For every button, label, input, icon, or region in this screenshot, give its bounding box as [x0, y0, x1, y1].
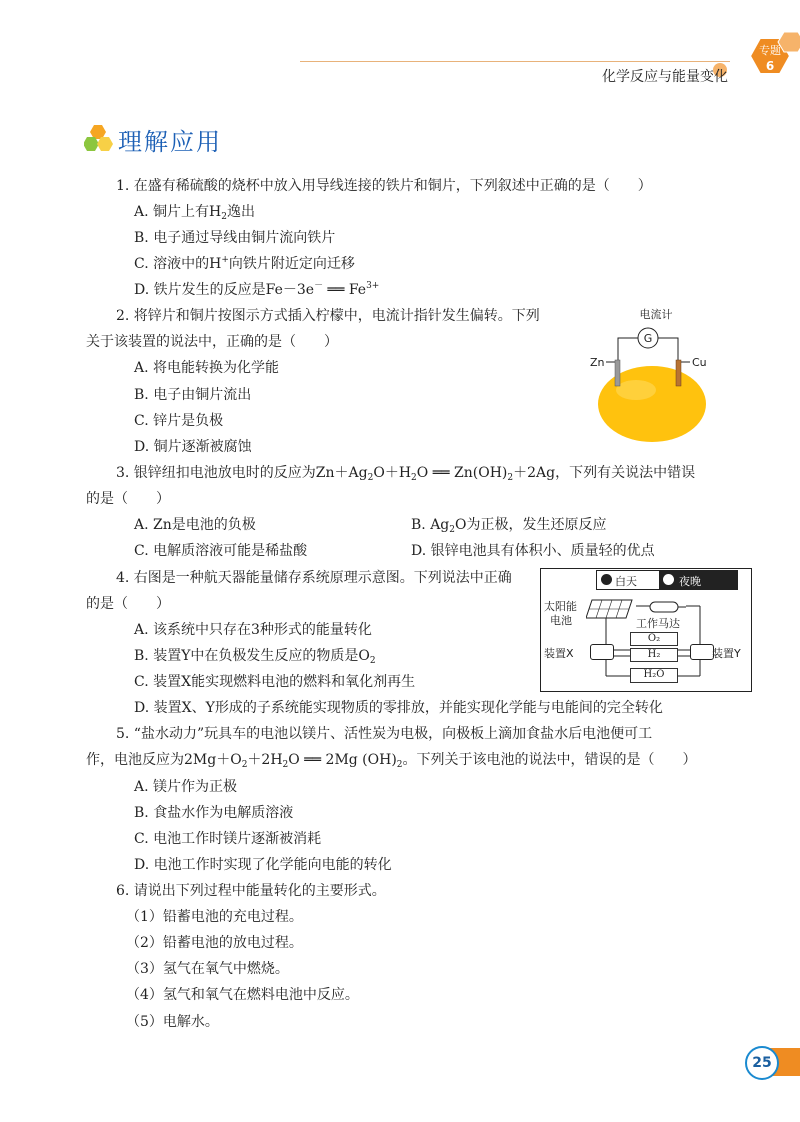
q4-stem-line1: 4. 右图是一种航天器能量储存系统原理示意图。下列说法中正确 — [116, 570, 512, 586]
q6-item: （5）电解水。 — [126, 1014, 219, 1030]
q6-item: （1）铅蓄电池的充电过程。 — [126, 909, 303, 925]
q2-option-d: D. 铜片逐渐被腐蚀 — [134, 439, 252, 455]
solar-label-1: 太阳能 — [544, 600, 577, 613]
q6-item: （3）氢气在氧气中燃烧。 — [126, 961, 289, 977]
meter-label: 电流计 — [639, 308, 673, 321]
q5-option-c: C. 电池工作时镁片逐渐被消耗 — [134, 831, 322, 847]
section-title: 理解应用 — [118, 128, 222, 156]
page-number: 25 — [745, 1046, 779, 1080]
q1-option-a: A. 铜片上有$H_2$逸出 — [134, 204, 255, 222]
day-label: 白天 — [615, 575, 637, 588]
o2-tank: O₂ — [630, 632, 678, 646]
q4-option-c: C. 装置X能实现燃料电池的燃料和氧化剂再生 — [134, 674, 416, 690]
motor-label: 工作马达 — [636, 617, 680, 630]
q3-stem-line2: 的是（ ） — [86, 491, 170, 507]
q1-option-d: D. 铁片发生的反应是Fe－3e－ ══ $Fe^{3+}$ — [134, 281, 380, 298]
header-badge-text1: 专题 — [759, 44, 781, 57]
q5-option-b: B. 食盐水作为电解质溶液 — [134, 805, 294, 821]
q3-option-b: B. $Ag_2O$为正极，发生还原反应 — [411, 517, 607, 535]
q2-option-b: B. 电子由铜片流出 — [134, 387, 252, 403]
q3-option-a: A. Zn是电池的负极 — [134, 517, 256, 533]
q5-stem-line2: 作，电池反应为$2Mg+O_2+2H_2O$ ══ 2Mg $(OH)_2$。下列关于该电池的说法中，错误的是（ ） — [86, 752, 697, 770]
device-x-box — [590, 644, 614, 660]
zn-label: Zn — [590, 356, 605, 369]
header-rule — [300, 61, 740, 62]
device-x-label: 装置X — [544, 647, 574, 660]
cu-label: Cu — [692, 356, 707, 369]
q2-option-a: A. 将电能转换为化学能 — [134, 360, 280, 376]
q5-option-d: D. 电池工作时实现了化学能向电能的转化 — [134, 857, 392, 873]
q1-option-b: B. 电子通过导线由铜片流向铁片 — [134, 230, 336, 246]
solar-label-2: 电池 — [550, 614, 572, 627]
q2-stem-line1: 2. 将锌片和铜片按图示方式插入柠檬中，电流计指针发生偏转。下列 — [116, 308, 540, 324]
device-y-box — [690, 644, 714, 660]
h2-tank: H₂ — [630, 648, 678, 662]
q4-stem-line2: 的是（ ） — [86, 596, 170, 612]
chapter-title: 化学反应与能量变化 — [602, 69, 728, 85]
meter-symbol: G — [643, 332, 653, 345]
q4-option-b: B. 装置Y中在负极发生反应的物质是$O_2$ — [134, 648, 376, 666]
q5-option-a: A. 镁片作为正极 — [134, 779, 238, 795]
q6-item: （2）铅蓄电池的放电过程。 — [126, 935, 303, 951]
zinc-strip — [615, 360, 620, 386]
lemon-icon — [598, 366, 706, 442]
q1-option-c: C. 溶液中的H+向铁片附近定向迁移 — [134, 255, 355, 272]
q3-stem-line1: 3. 银锌纽扣电池放电时的反应为$Zn+Ag_2O+H_2O$ ══ $Zn(OH)_2+2Ag$，下列有关说法中错误 — [116, 465, 696, 483]
h2o-tank: H₂O — [630, 668, 678, 683]
copper-strip — [676, 360, 681, 386]
q6-item: （4）氢气和氧气在燃料电池中反应。 — [126, 987, 359, 1003]
q3-option-c: C. 电解质溶液可能是稀盐酸 — [134, 543, 308, 559]
q1-stem: 1. 在盛有稀硫酸的烧杯中放入用导线连接的铁片和铜片，下列叙述中正确的是（ ） — [116, 178, 652, 194]
energy-system-figure — [540, 568, 752, 692]
q2-stem-line2: 关于该装置的说法中，正确的是（ ） — [86, 334, 338, 350]
q5-stem-line1: 5. “盐水动力”玩具车的电池以镁片、活性炭为电极，向极板上滴加食盐水后电池便可工 — [116, 726, 653, 742]
q3-option-d: D. 银锌电池具有体积小、质量轻的优点 — [411, 543, 655, 559]
q4-option-d: D. 装置X、Y形成的子系统能实现物质的零排放，并能实现化学能与电能间的完全转化 — [134, 700, 663, 716]
hexagon-cluster-icon — [84, 124, 114, 154]
device-y-label: 装置Y — [712, 647, 741, 660]
q6-stem: 6. 请说出下列过程中能量转化的主要形式。 — [116, 883, 386, 899]
header-badge-text2: 6 — [765, 59, 775, 73]
q2-option-c: C. 锌片是负极 — [134, 413, 224, 429]
lemon-battery-figure — [586, 304, 726, 446]
q4-option-a: A. 该系统中只存在3种形式的能量转化 — [134, 622, 372, 638]
night-label: 夜晚 — [679, 575, 701, 588]
